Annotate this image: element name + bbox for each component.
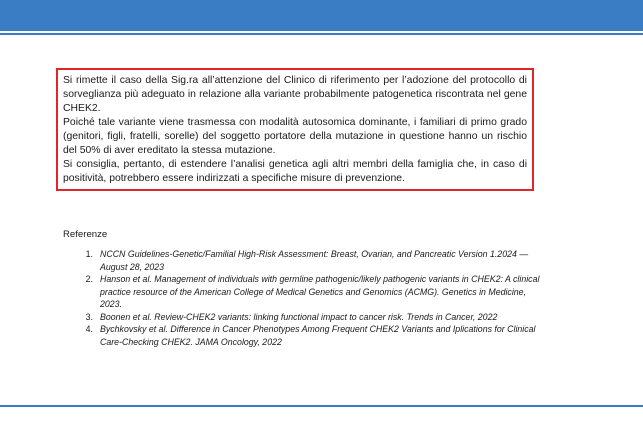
notice-paragraph-1: Si rimette il caso della Sig.ra all’attenzione del Clinico di riferimento per l’adozione del protocollo di sorveglianza più adeguato in relazione alla variante probabilmente patogenetica riscontrata nel gene CHEK2. bbox=[63, 75, 527, 114]
references-title: Referenze bbox=[63, 229, 108, 240]
footer-divider bbox=[0, 405, 643, 407]
reference-number: 1. bbox=[85, 249, 93, 259]
references-list bbox=[63, 248, 543, 348]
reference-number: 3. bbox=[85, 311, 93, 322]
reference-item bbox=[63, 273, 543, 311]
header-bar bbox=[0, 0, 643, 31]
reference-text: Bychkovsky et al. Difference in Cancer Phenotypes Among Frequent CHEK2 Variants and Iplications for Clinical Care-Checking CHEK2. JAMA Oncology, 2022 bbox=[100, 324, 536, 347]
notice-box bbox=[56, 68, 534, 191]
reference-text: NCCN Guidelines-Genetic/Familial High-Risk Assessment: Breast, Ovarian, and Pancreatic Version 1.2024 — August 28, 2023 bbox=[100, 249, 529, 272]
reference-text: Boonen et al. Review-CHEK2 variants: linking functional impact to cancer risk. Trends in Cancer, 2022 bbox=[100, 311, 498, 322]
header-divider bbox=[0, 33, 643, 35]
notice-paragraph-3: Si consiglia, pertanto, di estendere l’analisi genetica agli altri membri della famiglia che, in caso di positività, potrebbero essere indirizzati a specifiche misure di prevenzione. bbox=[63, 159, 527, 184]
reference-item bbox=[63, 248, 543, 273]
reference-text: Hanson et al. Management of individuals with germline pathogenic/likely pathogenic variants in CHEK2: A clinical practice resource of the American College of Medical Genetics and Genomics (ACMG). Genetics in Medicine, 2023. bbox=[100, 274, 540, 309]
notice-paragraph-2: Poiché tale variante viene trasmessa con modalità autosomica dominante, i familiari di primo grado (genitori, figli, fratelli, sorelle) del soggetto portatore della mutazione in questione hanno un rischio del 50% di aver ereditato la stessa mutazione. bbox=[63, 117, 527, 156]
reference-number: 2. bbox=[85, 274, 93, 284]
reference-number: 4. bbox=[85, 324, 93, 334]
reference-item bbox=[63, 311, 543, 324]
reference-item bbox=[63, 323, 543, 348]
